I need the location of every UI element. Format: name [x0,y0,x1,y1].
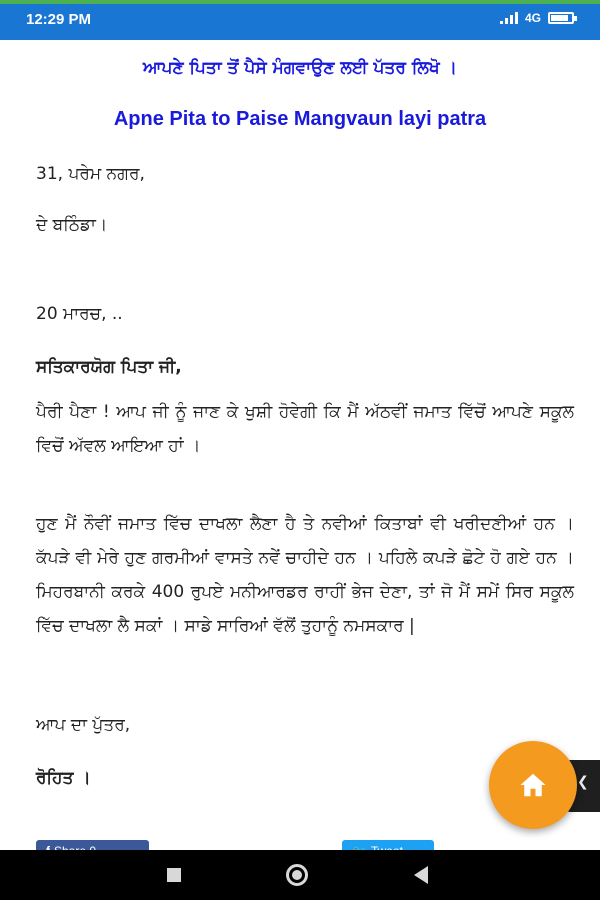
back-button[interactable] [414,866,428,884]
letter-paragraph-2: ਹੁਣ ਮੈਂ ਨੌਵੀਂ ਜਮਾਤ ਵਿੱਚ ਦਾਖਲਾ ਲੈਣਾ ਹੈ ਤੇ ਨਵੀਆਂ ਕਿਤਾਬਾਂ ਵੀ ਖਰੀਦਣੀਆਂ ਹਨ । ਕੱਪੜੇ ਵੀ ਮੇਰੇ ਹੁਣ ਗਰਮੀਆਂ ਵਾਸਤੇ ਨਵੇਂ ਚਾਹੀਦੇ ਹਨ । ਪਹਿਲੇ ਕਪੜੇ ਛੋਟੇ ਹੋ ਗਏ ਹਨ । ਮਿਹਰਬਾਨੀ ਕਰਕੇ 400 ਰੁਪਏ ਮਨੀਆਰਡਰ ਰਾਹੀਂ ਭੇਜ ਦੇਣਾ, ਤਾਂ ਜੋ ਮੈਂ ਸਮੇਂ ਸਿਰ ਸਕੂਲ ਵਿੱਚ ਦਾਖਲਾ ਲੈ ਸਕਾਂ । ਸਾਡੇ ਸਾਰਿਆਂ ਵੱਲੋਂ ਤੁਹਾਨੂੰ ਨਮਸਕਾਰ | [36,514,574,636]
letter-date: 20 ਮਾਰਚ, .. [36,304,123,324]
home-nav-button[interactable] [286,864,308,886]
network-type: 4G [524,11,541,25]
article-title-english: Apne Pita to Paise Mangvaun layi patra [113,108,487,130]
article-content [0,40,600,850]
signal-strength-icon [500,12,518,24]
battery-level-fill [551,15,568,21]
recent-apps-button[interactable] [167,868,181,882]
home-icon [518,770,548,800]
status-bar-accent-line [0,0,600,4]
status-bar [0,0,600,40]
android-navigation-bar [0,850,600,900]
home-button[interactable] [489,741,577,829]
letter-signature: ਰੋਹਿਤ । [36,768,91,788]
letter-address-line-1: 31, ਪਰੇਮ ਨਗਰ, [36,164,145,184]
article-title-punjabi: ਆਪਣੇ ਪਿਤਾ ਤੋਂ ਪੈਸੇ ਮੰਗਵਾਉਣ ਲਈ ਪੱਤਰ ਲਿਖੋ । [143,58,457,78]
letter-closing: ਆਪ ਦਾ ਪੁੱਤਰ, [36,715,131,735]
battery-icon [548,12,574,24]
status-indicators [500,11,574,25]
letter-paragraph-1: ਪੈਰੀ ਪੈਣਾ ! ਆਪ ਜੀ ਨੂੰ ਜਾਣ ਕੇ ਖੁਸ਼ੀ ਹੋਵੇਗੀ ਕਿ ਮੈਂ ਅੱਠਵੀਂ ਜਮਾਤ ਵਿੱਚੋਂ ਆਪਣੇ ਸਕੂਲ ਵਿਚੋਂ ਅੱਵਲ ਆਇਆ ਹਾਂ । [36,402,574,456]
letter-greeting: ਸਤਿਕਾਰਯੋਗ ਪਿਤਾ ਜੀ, [36,357,182,377]
status-time: 12:29 PM [26,11,92,28]
letter-address-line-2: ਦੇ ਬਠਿੰਡਾ। [36,215,108,235]
chevron-left-icon: ❮ [577,774,589,790]
